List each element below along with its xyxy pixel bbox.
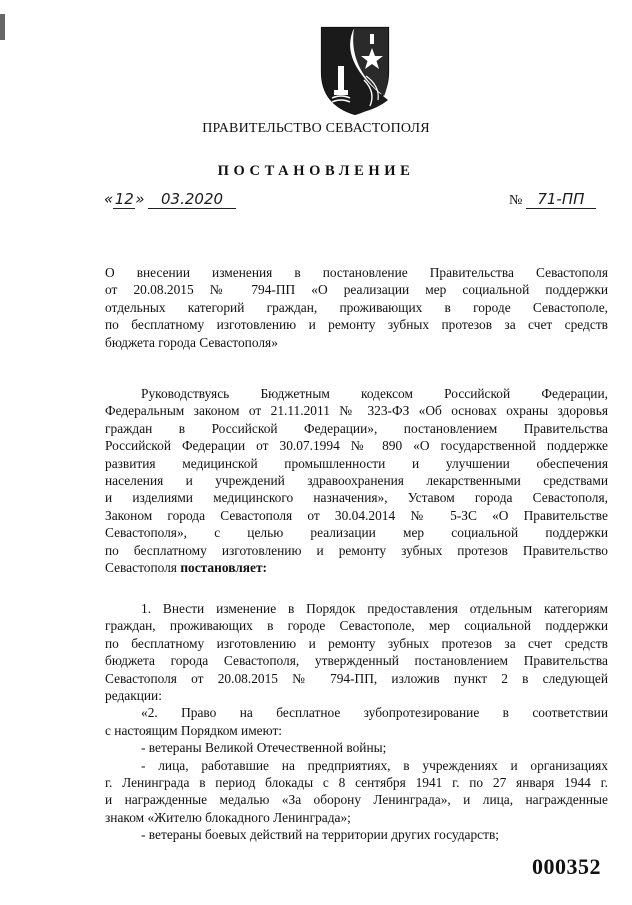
preamble-line: по бесплатному изготовлению и ремонту зубных протезов Правительство	[105, 542, 608, 558]
item-line: 1. Внести изменение в Порядок предоставления отдельным категориям	[141, 601, 608, 616]
scan-edge-mark	[0, 14, 5, 40]
item-line: и награжденные медалью «За оборону Ленинграда», и лица, награжденные	[105, 792, 608, 808]
preamble-line: Федеральным законом от 21.11.2011 № 323-ФЗ «Об основах охраны здоровья	[105, 403, 608, 419]
preamble-line: Законом города Севастополя от 30.04.2014 № 5-ЗС «О Правительстве	[105, 507, 608, 523]
document-type-heading: ПОСТАНОВЛЕНИЕ	[217, 163, 415, 179]
item-line: граждан, проживающих в городе Севастополе, мер социальной поддержки	[105, 618, 608, 634]
item-line: - ветераны боевых действий на территории других государств;	[141, 827, 500, 843]
sevastopol-coat-of-arms-icon	[318, 22, 392, 116]
serial-number: 000352	[532, 854, 601, 879]
item-line: знаком «Жителю блокадного Ленинграда»;	[105, 809, 351, 825]
item-line: г. Ленинграда в период блокады с 8 сентября 1941 г. по 27 января 1944 г.	[105, 774, 608, 790]
item-1-paragraph	[105, 600, 608, 844]
government-title: ПРАВИТЕЛЬСТВО СЕВАСТОПОЛЯ	[202, 121, 430, 136]
resolves-keyword: постановляет:	[180, 559, 267, 575]
subject-line: от 20.08.2015 № 794-ПП «О реализации мер социальной поддержки	[105, 282, 608, 298]
subject-line: бюджета города Севастополя»	[105, 334, 278, 350]
preamble-line: Севастополя», с целью реализации мер социальной поддержки	[105, 525, 608, 541]
document-date	[104, 190, 236, 209]
item-line: «2. Право на бесплатное зубопротезирование в соответствии	[141, 705, 608, 721]
item-line: - лица, работавшие на предприятиях, в учреждениях и организациях	[141, 757, 608, 773]
number-value: 71-ПП	[526, 190, 596, 209]
subject-line: по бесплатному изготовлению и ремонту зубных протезов за счет средств	[105, 317, 608, 333]
preamble-paragraph	[105, 385, 608, 576]
item-line: по бесплатному изготовлению и ремонту зубных протезов за счет средств	[105, 635, 608, 651]
date-day: 12	[114, 190, 134, 208]
preamble-line: Российской Федерации от 30.07.1994 № 890 «О государственной поддержке	[105, 438, 608, 454]
preamble-line: развития медицинской промышленности и улучшении обеспечения	[105, 455, 608, 471]
date-open-quote: «	[104, 190, 114, 208]
preamble-line: граждан в Российской Федерации», постановлением Правительства	[105, 420, 608, 436]
preamble-last-text: Севастополя	[105, 559, 181, 575]
document-number	[509, 190, 596, 209]
number-sign: №	[509, 193, 523, 208]
date-close-quote: »	[135, 190, 145, 208]
preamble-line: Руководствуясь Бюджетным кодексом Российской Федерации,	[141, 386, 608, 401]
preamble-line: и изделиями медицинского назначения», Уставом города Севастополя,	[105, 490, 608, 506]
date-month-year: 03.2020	[148, 190, 236, 209]
preamble-line: населения и учреждений здравоохранения лекарственными средствами	[105, 472, 608, 488]
item-line: Севастополя от 20.08.2015 № 794-ПП, изложив пункт 2 в следующей	[105, 670, 608, 686]
subject-line: О внесении изменения в постановление Правительства Севастополя	[105, 265, 608, 280]
preamble-last-line	[105, 559, 608, 576]
item-line: с настоящим Порядком имеют:	[105, 722, 283, 738]
item-line: бюджета города Севастополя, утвержденный постановлением Правительства	[105, 653, 608, 669]
item-line: редакции:	[105, 687, 162, 703]
item-line: - ветераны Великой Отечественной войны;	[141, 740, 387, 756]
subject-line: отдельных категорий граждан, проживающих в городе Севастополе,	[105, 299, 608, 315]
document-subject	[105, 264, 608, 351]
